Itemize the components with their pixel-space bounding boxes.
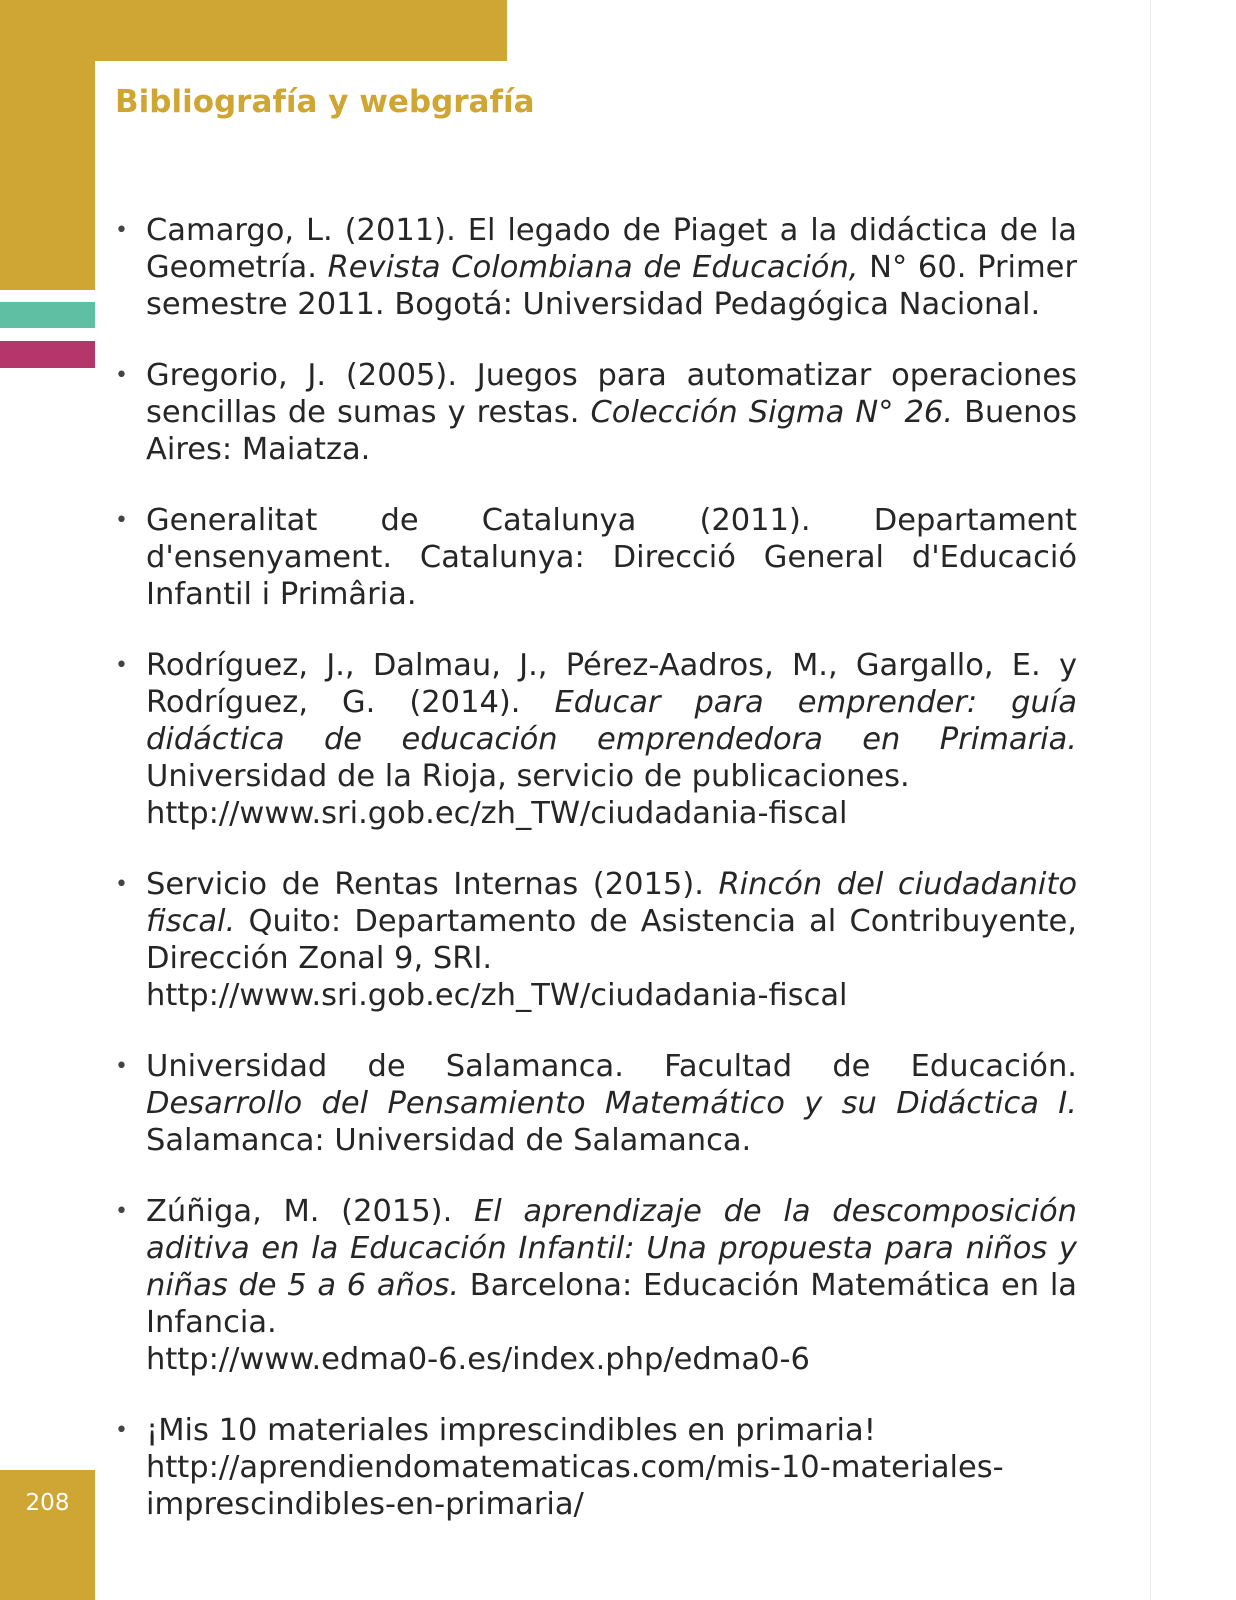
reference-text: Servicio de Rentas Internas (2015). <box>146 867 719 902</box>
reference-publisher: Quito: Departamento de Asistencia al Contribuyente, Dirección Zonal 9, SRI. <box>146 904 1077 976</box>
reference-title: Rincón del ciudadanito fiscal. <box>146 867 1078 939</box>
reference-title: Revista Colombiana de Educación, <box>327 250 859 285</box>
reference-text: ¡Mis 10 materiales imprescindibles en primaria! <box>146 1413 876 1448</box>
page-number: 208 <box>25 1490 70 1516</box>
reference-text: Zúñiga, M. (2015). <box>146 1194 474 1229</box>
reference-item <box>115 1412 1077 1523</box>
reference-item <box>115 1193 1077 1378</box>
reference-text: Universidad de Salamanca. Facultad de Educación. <box>146 1049 1077 1084</box>
reference-item <box>115 502 1077 613</box>
section-title: Bibliografía y webgrafía <box>115 84 535 120</box>
reference-title: El aprendizaje de la descomposición aditiva en la Educación Infantil: Una propuesta para niños y niñas de 5 a 6 años. <box>146 1194 1078 1303</box>
reference-item <box>115 1048 1077 1159</box>
reference-title: Educar para emprender: guía didáctica de educación emprendedora en Primaria. <box>146 685 1078 757</box>
teal-stripe <box>0 302 95 328</box>
reference-url[interactable]: http://aprendiendomatematicas.com/mis-10-materiales-imprescindibles-en-primaria/ <box>146 1450 1004 1522</box>
reference-title: Desarrollo del Pensamiento Matemático y su Didáctica I. <box>146 1086 1077 1121</box>
reference-publisher: Buenos Aires: Maiatza. <box>146 395 1077 467</box>
reference-item <box>115 866 1077 1014</box>
reference-url[interactable]: http://www.sri.gob.ec/zh_TW/ciudadania-fiscal <box>146 978 848 1013</box>
reference-text: Camargo, L. (2011). El legado de Piaget a la didáctica de la Geometría. <box>146 213 1077 285</box>
reference-publisher: Salamanca: Universidad de Salamanca. <box>146 1123 752 1158</box>
reference-publisher: N° 60. Primer semestre 2011. Bogotá: Universidad Pedagógica Nacional. <box>146 250 1077 322</box>
reference-text: Gregorio, J. (2005). Juegos para automatizar operaciones sencillas de sumas y restas. <box>146 358 1077 430</box>
reference-url[interactable]: http://www.sri.gob.ec/zh_TW/ciudadania-fiscal <box>146 796 848 831</box>
magenta-stripe <box>0 341 95 368</box>
reference-title: Colección Sigma N° 26. <box>590 395 954 430</box>
side-band-gap <box>0 290 95 1470</box>
gold-top-band <box>0 0 507 61</box>
reference-publisher: Barcelona: Educación Matemática en la Infancia. <box>146 1268 1077 1340</box>
reference-publisher: Universidad de la Rioja, servicio de publicaciones. <box>146 759 910 794</box>
reference-text: Rodríguez, J., Dalmau, J., Pérez-Aadros, M., Gargallo, E. y Rodríguez, G. (2014). <box>146 648 1077 720</box>
reference-text: Generalitat de Catalunya (2011). Departament d'ensenyament. Catalunya: Direcció General d'Educació Infantil i Primâria. <box>146 503 1077 612</box>
reference-item <box>115 647 1077 832</box>
reference-item <box>115 357 1077 468</box>
page-edge-line <box>1150 0 1151 1600</box>
reference-list <box>115 212 1077 1557</box>
reference-item <box>115 212 1077 323</box>
reference-url[interactable]: http://www.edma0-6.es/index.php/edma0-6 <box>146 1342 810 1377</box>
